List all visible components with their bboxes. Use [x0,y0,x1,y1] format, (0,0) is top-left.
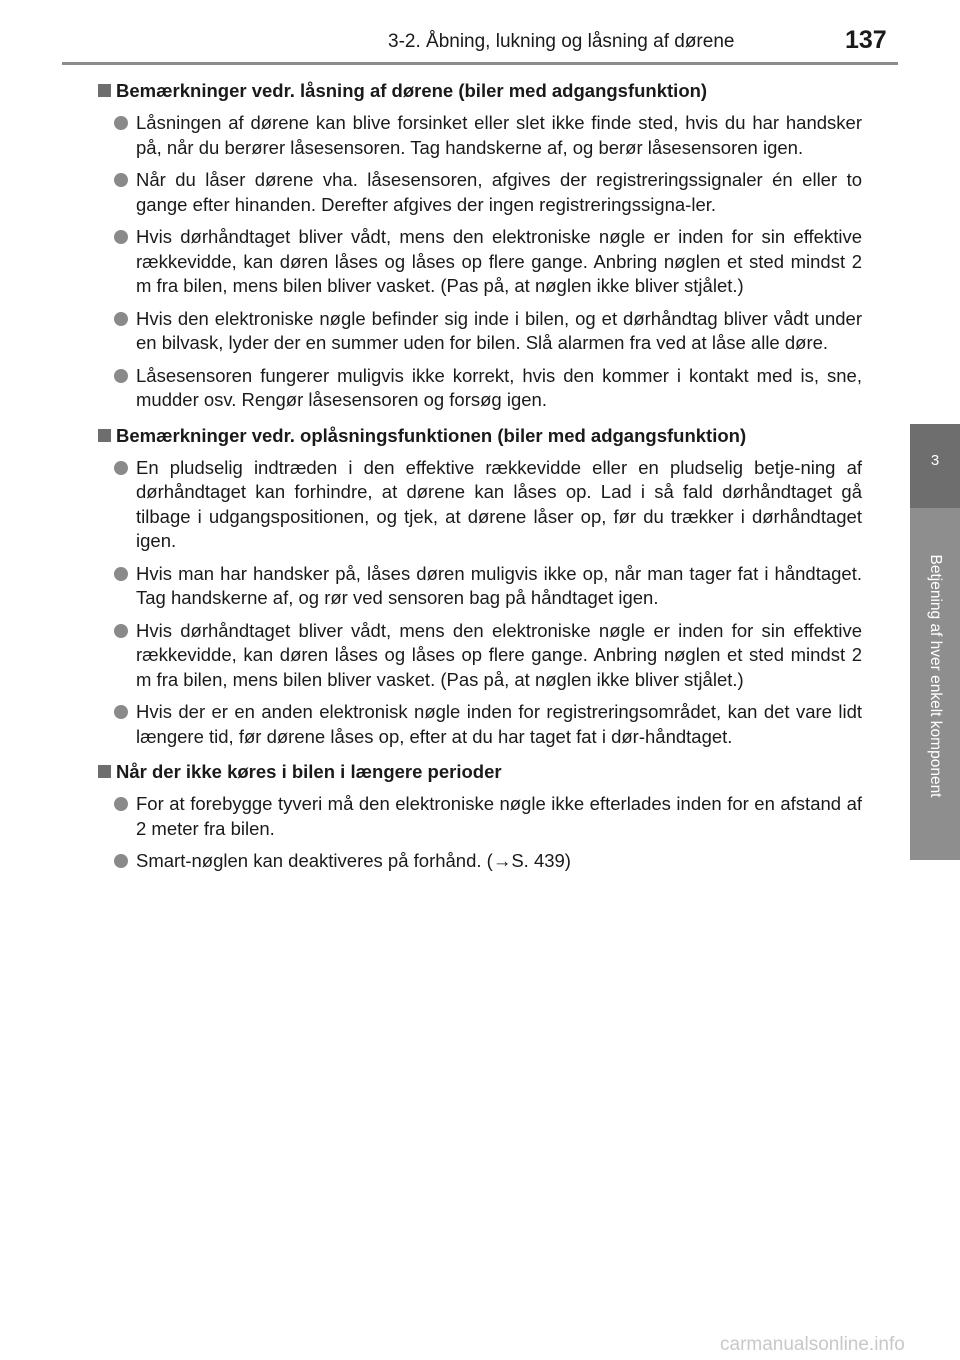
section-locking-notes [96,78,862,413]
list-item-text: Låsesensoren fungerer muligvis ikke korrekt, hvis den kommer i kontakt med is, sne, mudder osv. Rengør låsesensoren og forsøg igen. [136,364,862,410]
chapter-tab [910,424,960,508]
list-item [96,307,862,356]
list-item [96,111,862,160]
list-item-text: Hvis dørhåndtaget bliver vådt, mens den elektroniske nøgle er inden for sin effektive rækkevidde, kan døren låses og låses op flere gange. Anbring nøglen et sted mindst 2 m fra bilen, mens bilen bliver vasket. (Pas på, at nøglen ikke bliver stjålet.) [136,619,862,690]
round-bullet-icon [114,230,128,244]
section-heading [96,78,862,104]
round-bullet-icon [114,369,128,383]
list-item-text: Låsningen af dørene kan blive forsinket eller slet ikke finde sted, hvis du har handsker på, når du berører låsesensoren. Tag handskerne af, og berør låsesensoren igen. [136,112,862,158]
page-header [0,0,960,70]
round-bullet-icon [114,797,128,811]
round-bullet-icon [114,461,128,475]
round-bullet-icon [114,173,128,187]
list-item-text: Hvis man har handsker på, låses døren muligvis ikke op, når man tager fat i håndtaget. Tag handskerne af, og rør ved sensoren bag på håndtaget igen. [136,562,862,608]
list-item-text: Hvis dørhåndtaget bliver vådt, mens den elektroniske nøgle er inden for sin effektive rækkevidde, kan døren låses og låses op flere gange. Anbring nøglen et sted mindst 2 m fra bilen, mens bilen bliver vasket. (Pas på, at nøglen ikke bliver stjålet.) [136,226,862,296]
square-bullet-icon [98,429,111,442]
list-item [96,619,862,693]
list-item [96,849,862,874]
list-item [96,792,862,841]
chapter-title: Betjening af hver enkelt komponent [927,554,944,798]
list-item-text: Hvis der er en anden elektronisk nøgle inden for registreringsområdet, kan det vare lidt længere tid, før dørene låses op, efter at du har taget fat i dør-håndtaget. [136,701,862,747]
square-bullet-icon [98,84,111,97]
watermark: carmanualsonline.info [720,1334,905,1355]
header-title: 3-2. Åbning, lukning og låsning af dørene [388,31,735,52]
list-item [96,168,862,217]
header-rule [62,62,898,65]
list-item-text: En pludselig indtræden i den effektive rækkevidde eller en pludselig betje-ning af dørhåndtaget kan forhindre, at dørene kan låses op. Lad i så fald dørhåndtaget gå tilbage i udgangspositionen, og tjek, at dørene låser op, før du trækker i dørhåndtaget igen. [136,456,862,551]
page-number: 137 [845,26,887,54]
section-unlocking-notes [96,423,862,750]
round-bullet-icon [114,116,128,130]
list-item [96,700,862,749]
list-item-text: Hvis den elektroniske nøgle befinder sig inde i bilen, og et dørhåndtag bliver vådt under en bilvask, lyder der en summer uden for bilen. Slå alarmen fra ved at låse alle døre. [136,307,862,353]
round-bullet-icon [114,567,128,581]
section-heading [96,423,862,449]
list-item-text: Smart-nøglen kan deaktiveres på forhånd. (→S. 439) [136,850,571,871]
chapter-number: 3 [930,452,940,469]
round-bullet-icon [114,624,128,638]
list-item [96,225,862,299]
list-item-text: Når du låser dørene vha. låsesensoren, afgives der registreringssignaler én eller to gange efter hinanden. Derefter afgives der ingen registreringssigna-ler. [136,169,862,215]
section-heading-text: Bemærkninger vedr. oplåsningsfunktionen (biler med adgangsfunktion) [116,424,747,446]
round-bullet-icon [114,312,128,326]
list-item [96,562,862,611]
section-heading [96,759,862,785]
list-item [96,456,862,554]
section-heading-text: Bemærkninger vedr. låsning af dørene (biler med adgangsfunktion) [116,80,708,101]
list-item-text: For at forebygge tyveri må den elektroniske nøgle ikke efterlades inden for en afstand af 2 meter fra bilen. [136,793,862,839]
section-long-parking [96,759,862,874]
round-bullet-icon [114,854,128,868]
list-item [96,364,862,413]
round-bullet-icon [114,705,128,719]
page-content [96,78,862,882]
square-bullet-icon [98,765,111,778]
section-heading-text: Når der ikke køres i bilen i længere perioder [116,761,502,782]
